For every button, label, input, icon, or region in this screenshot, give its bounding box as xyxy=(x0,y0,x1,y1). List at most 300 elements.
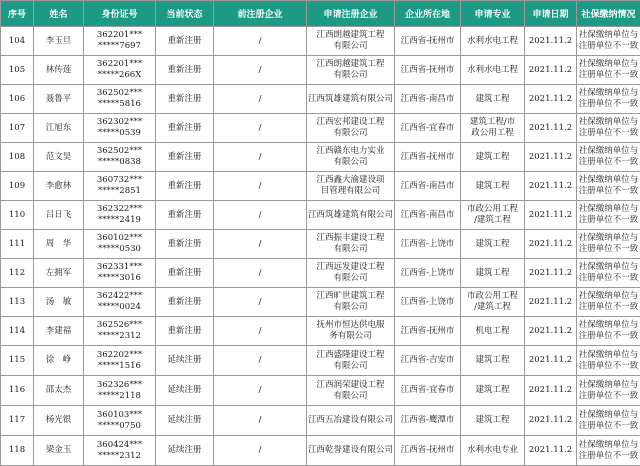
table-row xyxy=(1,288,640,317)
cell-no xyxy=(1,230,34,259)
cell-name-text: 汤 敏 xyxy=(46,297,72,307)
col-header-apply-company: 申请注册企业 xyxy=(307,1,395,27)
cell-date-text: 2021.11.2 xyxy=(529,297,572,307)
cell-id-text: 360103*** xyxy=(97,410,142,420)
cell-apply-company xyxy=(307,27,395,56)
table-row xyxy=(1,259,640,288)
cell-location-text: 江西省-抚州市 xyxy=(401,36,455,46)
cell-major xyxy=(461,317,525,346)
cell-name xyxy=(34,143,84,172)
cell-apply-company-text: 有限公司 xyxy=(333,391,367,401)
cell-location xyxy=(395,346,461,376)
cell-name xyxy=(34,346,84,376)
cell-id xyxy=(84,85,156,114)
cell-social-security-text: 注册单位不一致 xyxy=(579,215,639,225)
header-row xyxy=(1,1,640,27)
cell-status-text: 延续注册 xyxy=(167,445,201,455)
cell-social-security xyxy=(577,230,640,259)
cell-apply-company xyxy=(307,288,395,317)
cell-status-text: 延续注册 xyxy=(167,355,201,365)
cell-social-security xyxy=(577,143,640,172)
cell-name xyxy=(34,317,84,346)
cell-apply-company-text: 江西宏邦建设工程 xyxy=(316,117,384,127)
cell-id-text: 360102*** xyxy=(97,233,142,243)
cell-name-text: 李建福 xyxy=(46,326,72,336)
table-row xyxy=(1,376,640,406)
cell-social-security-text: 注册单位不一致 xyxy=(579,302,639,312)
cell-id-text: 360732*** xyxy=(97,175,142,185)
cell-location-text: 江西省-上饶市 xyxy=(401,239,455,249)
cell-no-text: 115 xyxy=(9,355,25,365)
table-row xyxy=(1,230,640,259)
cell-apply-company-text: 有限公司 xyxy=(333,361,367,371)
cell-no-text: 109 xyxy=(9,181,25,191)
cell-name-text: 周 华 xyxy=(46,239,72,249)
table-row xyxy=(1,346,640,376)
cell-no-text: 112 xyxy=(9,268,25,278)
cell-location xyxy=(395,406,461,436)
cell-status-text: 重新注册 xyxy=(167,239,201,249)
cell-prev-company-text: / xyxy=(259,65,262,75)
cell-social-security-text: 社保缴纳单位与 xyxy=(579,30,639,40)
cell-apply-company-text: 有限公司 xyxy=(333,302,367,312)
cell-social-security xyxy=(577,436,640,466)
cell-status xyxy=(156,346,214,376)
cell-no-text: 110 xyxy=(9,210,25,220)
cell-major-text: 建筑工程 xyxy=(475,268,509,278)
cell-location-text: 江西省-上饶市 xyxy=(401,297,455,307)
cell-status xyxy=(156,172,214,201)
cell-location xyxy=(395,143,461,172)
table-row xyxy=(1,56,640,85)
cell-date xyxy=(525,259,577,288)
cell-social-security-text: 社保缴纳单位与 xyxy=(579,262,639,272)
cell-social-security-text: 注册单位不一致 xyxy=(579,244,639,254)
cell-social-security xyxy=(577,259,640,288)
cell-date-text: 2021.11.2 xyxy=(529,326,572,336)
cell-id xyxy=(84,288,156,317)
cell-location xyxy=(395,85,461,114)
cell-status xyxy=(156,376,214,406)
cell-date xyxy=(525,27,577,56)
cell-date-text: 2021.11.2 xyxy=(529,94,572,104)
cell-status xyxy=(156,230,214,259)
cell-id-text: 362322*** xyxy=(97,204,142,214)
cell-location-text: 江西省-吉安市 xyxy=(401,355,455,365)
cell-status-text: 重新注册 xyxy=(167,297,201,307)
cell-id xyxy=(84,114,156,143)
cell-no-text: 106 xyxy=(9,94,25,104)
cell-no xyxy=(1,85,34,114)
cell-id-text: *****0539 xyxy=(98,128,141,138)
cell-prev-company xyxy=(214,143,307,172)
cell-no xyxy=(1,346,34,376)
cell-name xyxy=(34,406,84,436)
cell-date xyxy=(525,56,577,85)
cell-major xyxy=(461,143,525,172)
col-header-name: 姓名 xyxy=(34,1,84,27)
cell-date xyxy=(525,201,577,230)
cell-status xyxy=(156,436,214,466)
cell-apply-company-text: 目管理有限公司 xyxy=(321,186,381,196)
cell-name-text: 梁金玉 xyxy=(46,445,72,455)
cell-no-text: 104 xyxy=(9,36,25,46)
table-row xyxy=(1,172,640,201)
cell-prev-company xyxy=(214,114,307,143)
cell-major xyxy=(461,436,525,466)
cell-id-text: 362201*** xyxy=(97,59,142,69)
cell-social-security xyxy=(577,376,640,406)
col-header-location: 企业所在地 xyxy=(395,1,461,27)
cell-prev-company-text: / xyxy=(259,415,262,425)
cell-social-security-text: 社保缴纳单位与 xyxy=(579,117,639,127)
cell-id-text: *****7697 xyxy=(98,41,141,51)
col-header-no: 序号 xyxy=(1,1,34,27)
cell-major xyxy=(461,85,525,114)
cell-major xyxy=(461,201,525,230)
cell-apply-company-text: 江西五冶建设有限公司 xyxy=(308,415,393,425)
cell-major-text: 建筑工程 xyxy=(475,181,509,191)
cell-location-text: 江西省-抚州市 xyxy=(401,445,455,455)
cell-date xyxy=(525,436,577,466)
table-row xyxy=(1,143,640,172)
cell-major-text: 建筑工程 xyxy=(475,152,509,162)
cell-major-text: 机电工程 xyxy=(475,326,509,336)
cell-major xyxy=(461,230,525,259)
cell-apply-company xyxy=(307,85,395,114)
cell-status-text: 重新注册 xyxy=(167,326,201,336)
cell-id-text: 362422*** xyxy=(97,291,142,301)
cell-social-security-text: 注册单位不一致 xyxy=(579,157,639,167)
cell-id-text: 360424*** xyxy=(97,440,142,450)
cell-id-text: *****0750 xyxy=(98,421,141,431)
cell-apply-company xyxy=(307,114,395,143)
cell-location-text: 江西省-南昌市 xyxy=(401,181,455,191)
cell-name xyxy=(34,27,84,56)
cell-location xyxy=(395,230,461,259)
cell-apply-company xyxy=(307,143,395,172)
cell-apply-company-text: 有限公司 xyxy=(333,273,367,283)
cell-date xyxy=(525,114,577,143)
cell-name xyxy=(34,114,84,143)
cell-status xyxy=(156,56,214,85)
cell-id-text: *****2312 xyxy=(98,451,141,461)
cell-major-text: 建筑工程 xyxy=(475,355,509,365)
cell-status xyxy=(156,143,214,172)
cell-prev-company xyxy=(214,56,307,85)
cell-major-text: /建筑工程 xyxy=(474,215,511,225)
cell-status xyxy=(156,85,214,114)
cell-prev-company-text: / xyxy=(259,326,262,336)
cell-social-security xyxy=(577,56,640,85)
cell-social-security-text: 社保缴纳单位与 xyxy=(579,350,639,360)
cell-location-text: 江西省-鹰潭市 xyxy=(401,415,455,425)
cell-social-security-text: 社保缴纳单位与 xyxy=(579,410,639,420)
cell-id xyxy=(84,346,156,376)
col-header-major: 申请专业 xyxy=(461,1,525,27)
cell-name-text: 徐 峥 xyxy=(46,355,72,365)
cell-name xyxy=(34,230,84,259)
cell-location xyxy=(395,436,461,466)
cell-social-security-text: 社保缴纳单位与 xyxy=(579,88,639,98)
cell-major xyxy=(461,114,525,143)
cell-prev-company xyxy=(214,376,307,406)
cell-id xyxy=(84,436,156,466)
cell-name xyxy=(34,56,84,85)
cell-social-security-text: 社保缴纳单位与 xyxy=(579,440,639,450)
cell-apply-company-text: 江西筑雄建筑有限公司 xyxy=(308,210,393,220)
cell-major-text: 建筑工程 xyxy=(475,385,509,395)
cell-no xyxy=(1,201,34,230)
cell-prev-company-text: / xyxy=(259,355,262,365)
cell-prev-company xyxy=(214,436,307,466)
cell-status-text: 延续注册 xyxy=(167,415,201,425)
cell-social-security xyxy=(577,288,640,317)
cell-location xyxy=(395,114,461,143)
cell-date xyxy=(525,376,577,406)
cell-date xyxy=(525,406,577,436)
table-row xyxy=(1,201,640,230)
cell-major xyxy=(461,56,525,85)
cell-location xyxy=(395,172,461,201)
cell-date-text: 2021.11.2 xyxy=(529,210,572,220)
cell-status xyxy=(156,201,214,230)
cell-apply-company xyxy=(307,317,395,346)
cell-location xyxy=(395,317,461,346)
cell-apply-company-text: 有限公司 xyxy=(333,244,367,254)
cell-location xyxy=(395,288,461,317)
cell-major xyxy=(461,406,525,436)
cell-social-security-text: 注册单位不一致 xyxy=(579,273,639,283)
cell-status-text: 重新注册 xyxy=(167,152,201,162)
cell-name xyxy=(34,436,84,466)
cell-apply-company-text: 江西振丰建设工程 xyxy=(316,233,384,243)
cell-no-text: 108 xyxy=(9,152,25,162)
cell-location-text: 江西省-南昌市 xyxy=(401,94,455,104)
cell-major xyxy=(461,259,525,288)
cell-prev-company-text: / xyxy=(259,181,262,191)
cell-no-text: 117 xyxy=(9,415,25,425)
cell-location-text: 江西省-上饶市 xyxy=(401,268,455,278)
cell-prev-company xyxy=(214,27,307,56)
cell-date-text: 2021.11.2 xyxy=(529,65,572,75)
cell-major-text: 水利水电专业 xyxy=(467,445,518,455)
cell-name-text: 邵太杰 xyxy=(46,385,72,395)
cell-id-text: 362502*** xyxy=(97,146,142,156)
cell-name-text: 李玉旦 xyxy=(46,36,72,46)
cell-date xyxy=(525,143,577,172)
cell-status xyxy=(156,288,214,317)
cell-apply-company-text: 有限公司 xyxy=(333,128,367,138)
cell-major-text: 政公用工程 xyxy=(471,128,514,138)
cell-social-security xyxy=(577,172,640,201)
col-header-social-security: 社保缴纳情况 xyxy=(577,1,640,27)
table-row xyxy=(1,436,640,466)
cell-prev-company-text: / xyxy=(259,36,262,46)
cell-id-text: 362331*** xyxy=(97,262,142,272)
cell-apply-company-text: 江西朗越建筑工程 xyxy=(316,30,384,40)
cell-social-security-text: 注册单位不一致 xyxy=(579,186,639,196)
cell-apply-company-text: 江西筑雄建筑有限公司 xyxy=(308,94,393,104)
cell-social-security xyxy=(577,85,640,114)
cell-major xyxy=(461,346,525,376)
cell-date xyxy=(525,317,577,346)
cell-major-text: 建筑工程 xyxy=(475,415,509,425)
cell-social-security-text: 注册单位不一致 xyxy=(579,451,639,461)
cell-id-text: 362326*** xyxy=(97,380,142,390)
cell-status xyxy=(156,114,214,143)
cell-location xyxy=(395,56,461,85)
cell-location-text: 江西省-抚州市 xyxy=(401,326,455,336)
cell-location xyxy=(395,201,461,230)
cell-id-text: *****0530 xyxy=(98,244,141,254)
cell-status-text: 重新注册 xyxy=(167,123,201,133)
cell-id-text: *****0838 xyxy=(98,157,141,167)
cell-id xyxy=(84,406,156,436)
cell-apply-company-text: 江西远发建设工程 xyxy=(316,262,384,272)
cell-location-text: 江西省-南昌市 xyxy=(401,210,455,220)
cell-date xyxy=(525,85,577,114)
cell-id-text: 362526*** xyxy=(97,320,142,330)
cell-apply-company-text: 抚州市恒达供电服 xyxy=(316,320,384,330)
cell-social-security-text: 社保缴纳单位与 xyxy=(579,380,639,390)
cell-apply-company xyxy=(307,259,395,288)
cell-id xyxy=(84,172,156,201)
cell-id xyxy=(84,259,156,288)
cell-date-text: 2021.11.2 xyxy=(529,268,572,278)
cell-major-text: 建筑工程/市 xyxy=(470,117,515,127)
cell-prev-company-text: / xyxy=(259,210,262,220)
cell-status-text: 重新注册 xyxy=(167,268,201,278)
cell-major xyxy=(461,376,525,406)
cell-location-text: 江西省-抚州市 xyxy=(401,152,455,162)
cell-id xyxy=(84,56,156,85)
cell-id-text: 362202*** xyxy=(97,350,142,360)
cell-no xyxy=(1,436,34,466)
cell-prev-company-text: / xyxy=(259,123,262,133)
cell-id-text: *****2851 xyxy=(98,186,141,196)
cell-social-security xyxy=(577,114,640,143)
cell-no xyxy=(1,259,34,288)
cell-social-security-text: 注册单位不一致 xyxy=(579,391,639,401)
cell-no xyxy=(1,317,34,346)
cell-date-text: 2021.11.2 xyxy=(529,36,572,46)
cell-date xyxy=(525,288,577,317)
cell-apply-company-text: 江西润荣建设工程 xyxy=(316,380,384,390)
cell-date-text: 2021.11.2 xyxy=(529,152,572,162)
cell-no xyxy=(1,143,34,172)
cell-date-text: 2021.11.2 xyxy=(529,239,572,249)
cell-name xyxy=(34,259,84,288)
cell-social-security-text: 社保缴纳单位与 xyxy=(579,291,639,301)
cell-social-security-text: 社保缴纳单位与 xyxy=(579,233,639,243)
cell-major-text: 市政公用工程 xyxy=(467,291,518,301)
cell-apply-company xyxy=(307,230,395,259)
cell-name-text: 李愈林 xyxy=(46,181,72,191)
cell-prev-company xyxy=(214,230,307,259)
cell-major-text: 市政公用工程 xyxy=(467,204,518,214)
cell-date xyxy=(525,346,577,376)
table-row xyxy=(1,317,640,346)
cell-major-text: /建筑工程 xyxy=(474,302,511,312)
cell-social-security xyxy=(577,27,640,56)
cell-id-text: 362201*** xyxy=(97,30,142,40)
cell-status-text: 延续注册 xyxy=(167,385,201,395)
cell-social-security xyxy=(577,406,640,436)
cell-name-text: 江旭东 xyxy=(46,123,72,133)
cell-id-text: *****0024 xyxy=(98,302,141,312)
cell-status-text: 重新注册 xyxy=(167,210,201,220)
cell-date-text: 2021.11.2 xyxy=(529,181,572,191)
cell-name xyxy=(34,376,84,406)
cell-prev-company xyxy=(214,85,307,114)
cell-name-text: 范文昊 xyxy=(46,152,72,162)
table-row xyxy=(1,27,640,56)
cell-no-text: 116 xyxy=(9,385,25,395)
cell-prev-company xyxy=(214,259,307,288)
cell-major-text: 水利水电工程 xyxy=(467,65,518,75)
cell-apply-company xyxy=(307,56,395,85)
cell-prev-company-text: / xyxy=(259,94,262,104)
cell-no-text: 107 xyxy=(9,123,25,133)
cell-social-security-text: 注册单位不一致 xyxy=(579,70,639,80)
cell-apply-company xyxy=(307,436,395,466)
cell-major-text: 水利水电工程 xyxy=(467,36,518,46)
cell-id xyxy=(84,317,156,346)
cell-name-text: 杨光银 xyxy=(46,415,72,425)
cell-id-text: *****2419 xyxy=(98,215,141,225)
cell-id xyxy=(84,143,156,172)
cell-name xyxy=(34,288,84,317)
cell-date xyxy=(525,230,577,259)
cell-social-security-text: 注册单位不一致 xyxy=(579,99,639,109)
cell-name xyxy=(34,201,84,230)
cell-date xyxy=(525,172,577,201)
cell-no-text: 111 xyxy=(9,239,25,249)
cell-apply-company-text: 江西鑫大渝建设项 xyxy=(316,175,384,185)
cell-apply-company-text: 江西乾誉建设有限公司 xyxy=(308,445,393,455)
cell-major xyxy=(461,288,525,317)
cell-apply-company xyxy=(307,406,395,436)
cell-status-text: 重新注册 xyxy=(167,65,201,75)
cell-no-text: 113 xyxy=(9,297,25,307)
cell-apply-company-text: 江西盛隆建设工程 xyxy=(316,350,384,360)
cell-social-security-text: 注册单位不一致 xyxy=(579,361,639,371)
cell-id-text: *****2118 xyxy=(98,391,141,401)
cell-apply-company xyxy=(307,201,395,230)
cell-apply-company-text: 江西旷世建筑工程 xyxy=(316,291,384,301)
cell-no-text: 118 xyxy=(9,445,25,455)
cell-status-text: 重新注册 xyxy=(167,94,201,104)
cell-no xyxy=(1,27,34,56)
cell-date-text: 2021.11.2 xyxy=(529,385,572,395)
cell-apply-company xyxy=(307,172,395,201)
cell-status xyxy=(156,406,214,436)
cell-apply-company-text: 江西赣东电力实业 xyxy=(316,146,384,156)
cell-major-text: 建筑工程 xyxy=(475,94,509,104)
cell-prev-company-text: / xyxy=(259,297,262,307)
cell-id-text: 362502*** xyxy=(97,88,142,98)
cell-no xyxy=(1,376,34,406)
cell-date-text: 2021.11.2 xyxy=(529,415,572,425)
cell-prev-company xyxy=(214,201,307,230)
table-row xyxy=(1,114,640,143)
cell-prev-company-text: / xyxy=(259,268,262,278)
cell-name-text: 吕日飞 xyxy=(46,210,72,220)
cell-no-text: 105 xyxy=(9,65,25,75)
cell-prev-company xyxy=(214,172,307,201)
cell-id-text: *****2312 xyxy=(98,331,141,341)
